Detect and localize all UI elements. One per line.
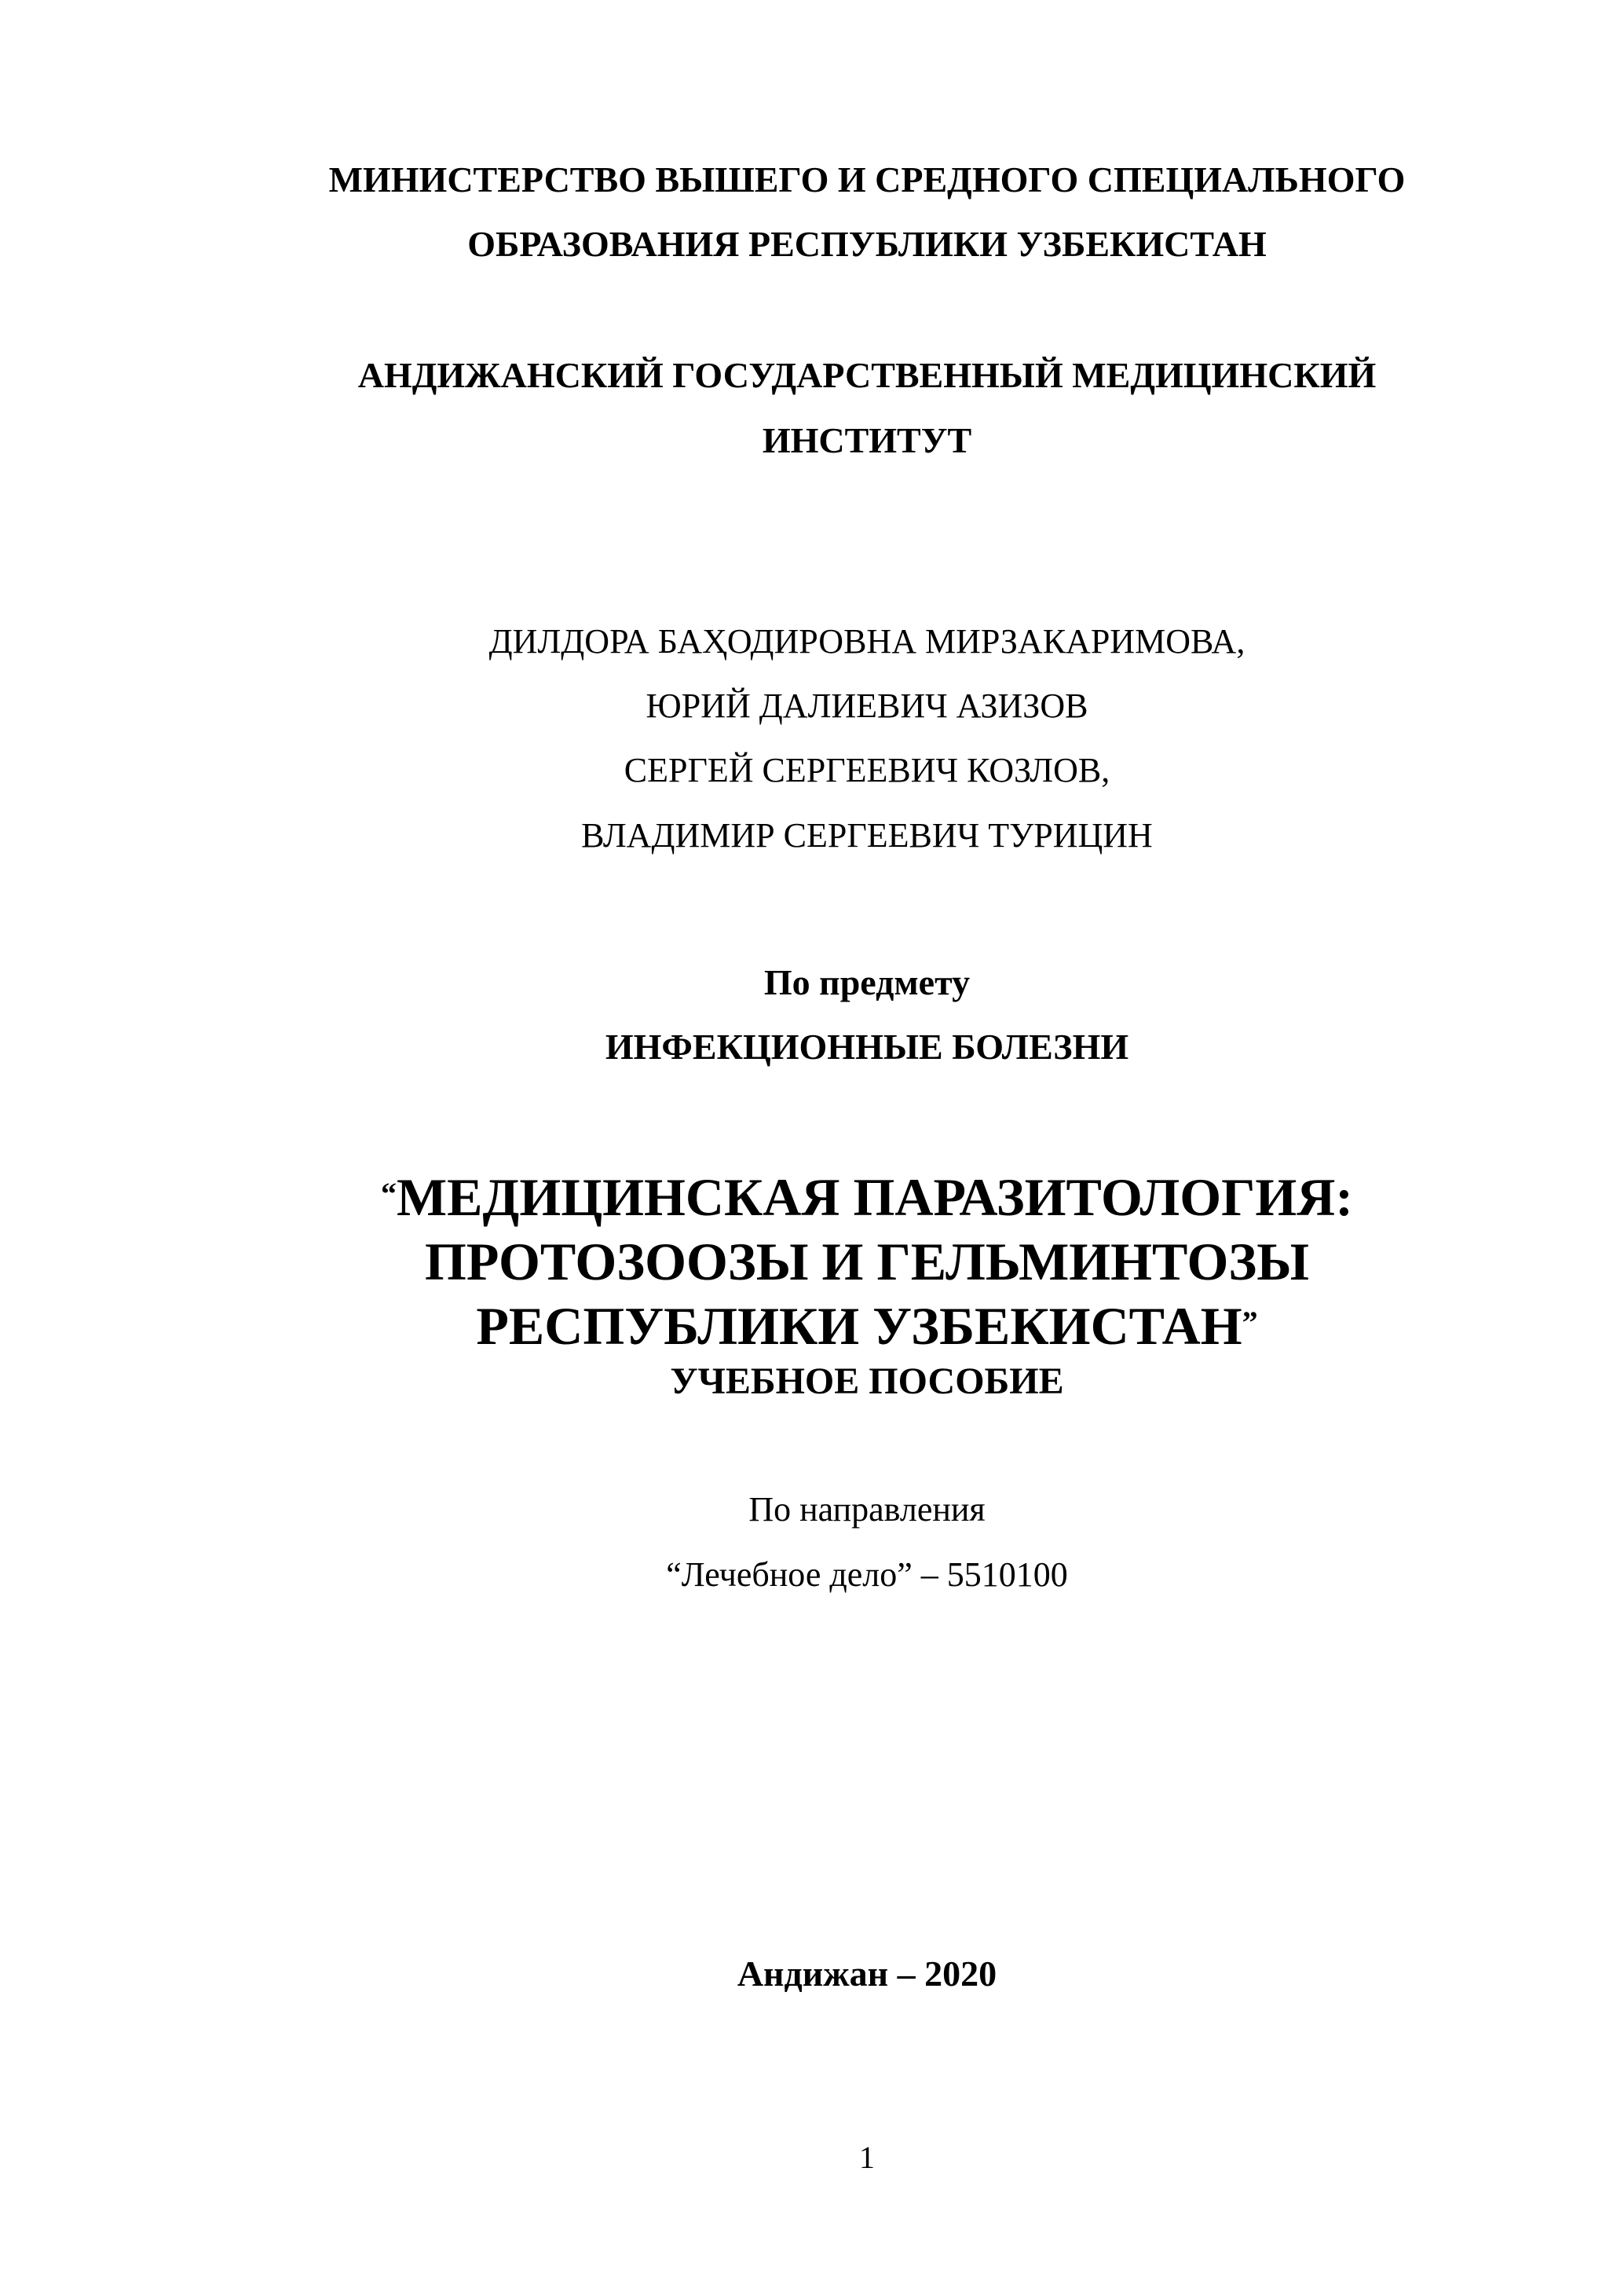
institute-line-1: АНДИЖАНСКИЙ ГОСУДАРСТВЕННЫЙ МЕДИЦИНСКИЙ (357, 355, 1377, 395)
ministry-line-2: ОБРАЗОВАНИЯ РЕСПУБЛИКИ УЗБЕКИСТАН (467, 224, 1267, 264)
subject-label: По предмету (763, 962, 971, 1002)
book-title-line-1 (0, 1167, 1624, 1227)
ministry-line-1: МИНИСТЕРСТВО ВЫШЕГО И СРЕДНОГО СПЕЦИАЛЬНОГО (328, 159, 1406, 200)
book-title-line-2: ПРОТОЗООЗЫ И ГЕЛЬМИНТОЗЫ (424, 1232, 1310, 1291)
direction-value: “Лечебное дело” – 5510100 (666, 1555, 1068, 1594)
book-title-text-3: РЕСПУБЛИКИ УЗБЕКИСТАН (476, 1296, 1242, 1356)
place-year: Андижан – 2020 (737, 1954, 997, 1994)
book-title-text-1: МЕДИЦИНСКАЯ ПАРАЗИТОЛОГИЯ: (397, 1167, 1353, 1227)
page-number: 1 (859, 2140, 875, 2175)
author-1: ДИЛДОРА БАҲОДИРОВНА МИРЗАКАРИМОВА, (488, 622, 1245, 661)
subject-name: ИНФЕКЦИОННЫЕ БОЛЕЗНИ (605, 1027, 1129, 1067)
book-subtitle: УЧЕБНОЕ ПОСОБИЕ (670, 1360, 1064, 1402)
close-quote: ” (1242, 1305, 1258, 1340)
book-title-line-3 (0, 1296, 1624, 1356)
institute-line-2: ИНСТИТУТ (762, 420, 972, 460)
open-quote: “ (381, 1176, 397, 1211)
direction-label: По направления (748, 1490, 986, 1529)
author-4: ВЛАДИМИР СЕРГЕЕВИЧ ТУРИЦИН (581, 816, 1153, 855)
author-3: СЕРГЕЙ СЕРГЕЕВИЧ КОЗЛОВ, (624, 751, 1110, 789)
author-2: ЮРИЙ ДАЛИЕВИЧ АЗИЗОВ (646, 687, 1088, 725)
